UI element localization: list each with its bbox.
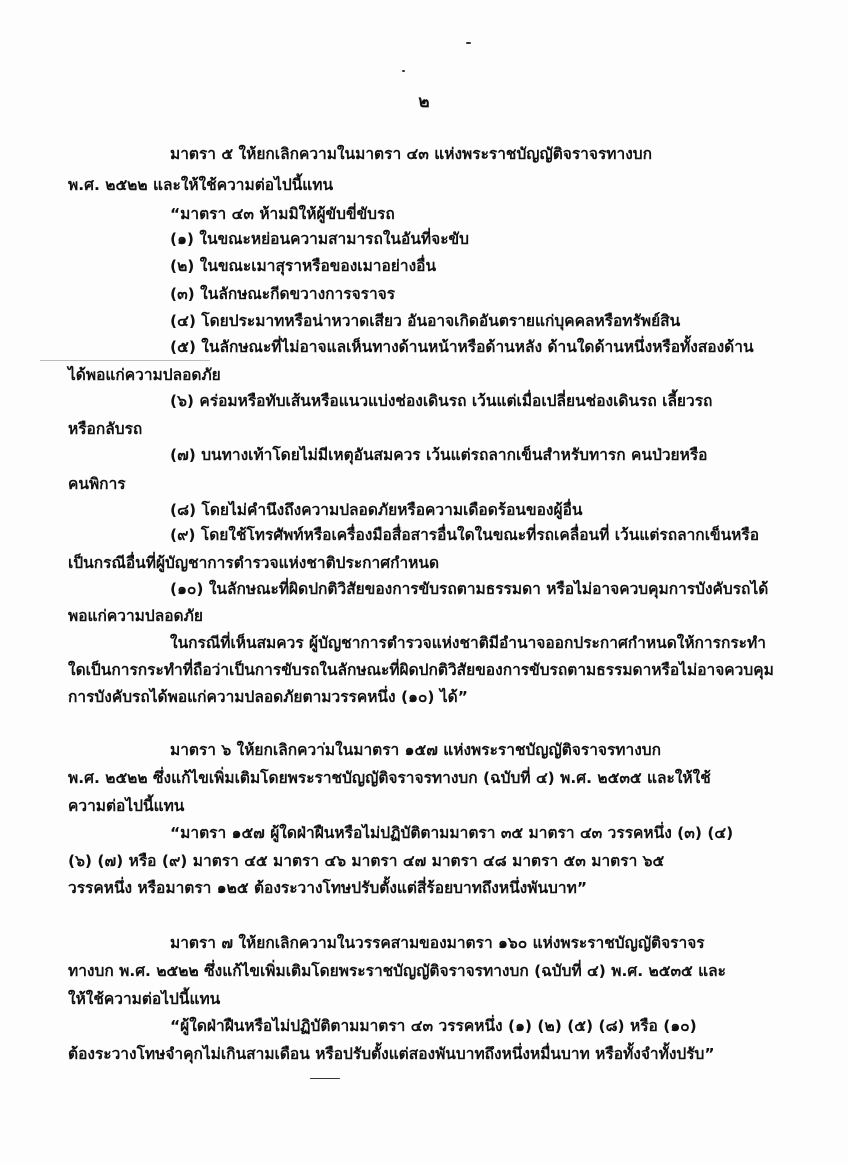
text-line: ต้องระวางโทษจำคุกไม่เกินสามเดือน หรือปรับตั้งแต่สองพันบาทถึงหนึ่งหมื่นบาท หรือทั้งจำทั้งปรับ”	[68, 1045, 715, 1063]
text-line: (๑๐) ในลักษณะที่ผิดปกติวิสัยของการขับรถตามธรรมดา หรือไม่อาจควบคุมการบังคับรถได้	[170, 580, 769, 598]
text-line: ความต่อไปนี้แทน	[68, 797, 185, 815]
text-line: วรรคหนึ่ง หรือมาตรา ๑๒๕ ต้องระวางโทษปรับตั้งแต่สี่ร้อยบาทถึงหนึ่งพันบาท”	[68, 879, 588, 897]
text-line: หรือกลับรถ	[68, 420, 143, 438]
scan-speck	[402, 70, 405, 72]
page-number: ๒	[418, 92, 430, 112]
text-line: (๖) (๗) หรือ (๙) มาตรา ๔๕ มาตรา ๔๖ มาตรา ๔๗ มาตรา ๔๘ มาตรา ๕๓ มาตรา ๖๕	[68, 852, 665, 870]
text-line: เป็นกรณีอื่นที่ผู้บัญชาการตำรวจแห่งชาติประกาศกำหนด	[68, 554, 440, 572]
scan-speck	[310, 1078, 340, 1079]
text-line: (๘) โดยไม่คำนึงถึงความปลอดภัยหรือความเดือดร้อนของผู้อื่น	[170, 501, 583, 519]
text-line: คนพิการ	[68, 475, 126, 493]
text-line: มาตรา ๖ ให้ยกเลิกความในมาตรา ๑๕๗ แห่งพระราชบัญญัติจราจรทางบก	[170, 741, 662, 759]
text-line: ให้ใช้ความต่อไปนี้แทน	[68, 990, 221, 1008]
text-line: (๙) โดยใช้โทรศัพท์หรือเครื่องมือสื่อสารอื่นใดในขณะที่รถเคลื่อนที่ เว้นแต่รถลากเข็นหรือ	[170, 526, 760, 544]
text-line: (๔) โดยประมาทหรือน่าหวาดเสียว อันอาจเกิดอันตรายแก่บุคคลหรือทรัพย์สิน	[170, 312, 681, 330]
scan-rule	[40, 360, 210, 361]
scan-speck	[466, 42, 471, 44]
text-line: ใดเป็นการกระทำที่ถือว่าเป็นการขับรถในลักษณะที่ผิดปกติวิสัยของการขับรถตามธรรมดาหรือไม่อาจควบคุม	[68, 661, 774, 679]
text-line: มาตรา ๗ ให้ยกเลิกความในวรรคสามของมาตรา ๑๖๐ แห่งพระราชบัญญัติจราจร	[170, 934, 705, 952]
text-line: พอแก่ความปลอดภัย	[68, 607, 203, 625]
text-line: (๗) บนทางเท้าโดยไม่มีเหตุอันสมควร เว้นแต่รถลากเข็นสำหรับทารก คนป่วยหรือ	[170, 446, 708, 464]
text-line: (๕) ในลักษณะที่ไม่อาจแลเห็นทางด้านหน้าหรือด้านหลัง ด้านใดด้านหนึ่งหรือทั้งสองด้าน	[170, 338, 754, 356]
text-line: พ.ศ. ๒๕๒๒ และให้ใช้ความต่อไปนี้แทน	[68, 176, 334, 194]
text-line: “มาตรา ๑๕๗ ผู้ใดฝ่าฝืนหรือไม่ปฏิบัติตามมาตรา ๓๕ มาตรา ๔๓ วรรคหนึ่ง (๓) (๔)	[170, 824, 734, 842]
text-line: “มาตรา ๔๓ ห้ามมิให้ผู้ขับขี่ขับรถ	[170, 205, 395, 223]
text-line: ในกรณีที่เห็นสมควร ผู้บัญชาการตำรวจแห่งชาติมีอำนาจออกประกาศกำหนดให้การกระทำ	[170, 634, 766, 652]
text-line: การบังคับรถได้พอแก่ความปลอดภัยตามวรรคหนึ่ง (๑๐) ได้”	[68, 688, 468, 706]
text-line: “ผู้ใดฝ่าฝืนหรือไม่ปฏิบัติตามมาตรา ๔๓ วรรคหนึ่ง (๑) (๒) (๕) (๘) หรือ (๑๐)	[170, 1017, 697, 1035]
text-line: พ.ศ. ๒๕๒๒ ซึ่งแก้ไขเพิ่มเติมโดยพระราชบัญญัติจราจรทางบก (ฉบับที่ ๔) พ.ศ. ๒๕๓๕ และให้ใช้	[68, 769, 711, 787]
text-line: (๑) ในขณะหย่อนความสามารถในอันที่จะขับ	[170, 230, 469, 248]
text-line: (๒) ในขณะเมาสุราหรือของเมาอย่างอื่น	[170, 257, 437, 275]
text-line: มาตรา ๕ ให้ยกเลิกความในมาตรา ๔๓ แห่งพระราชบัญญัติจราจรทางบก	[170, 145, 653, 163]
text-line: ทางบก พ.ศ. ๒๕๒๒ ซึ่งแก้ไขเพิ่มเติมโดยพระราชบัญญัติจราจรทางบก (ฉบับที่ ๔) พ.ศ. ๒๕๓๕ และ	[68, 962, 726, 980]
text-line: (๓) ในลักษณะกีดขวางการจราจร	[170, 285, 396, 303]
text-line: ได้พอแก่ความปลอดภัย	[68, 366, 221, 384]
text-line: (๖) คร่อมหรือทับเส้นหรือแนวแบ่งช่องเดินรถ เว้นแต่เมื่อเปลี่ยนช่องเดินรถ เลี้ยวรถ	[170, 392, 713, 410]
